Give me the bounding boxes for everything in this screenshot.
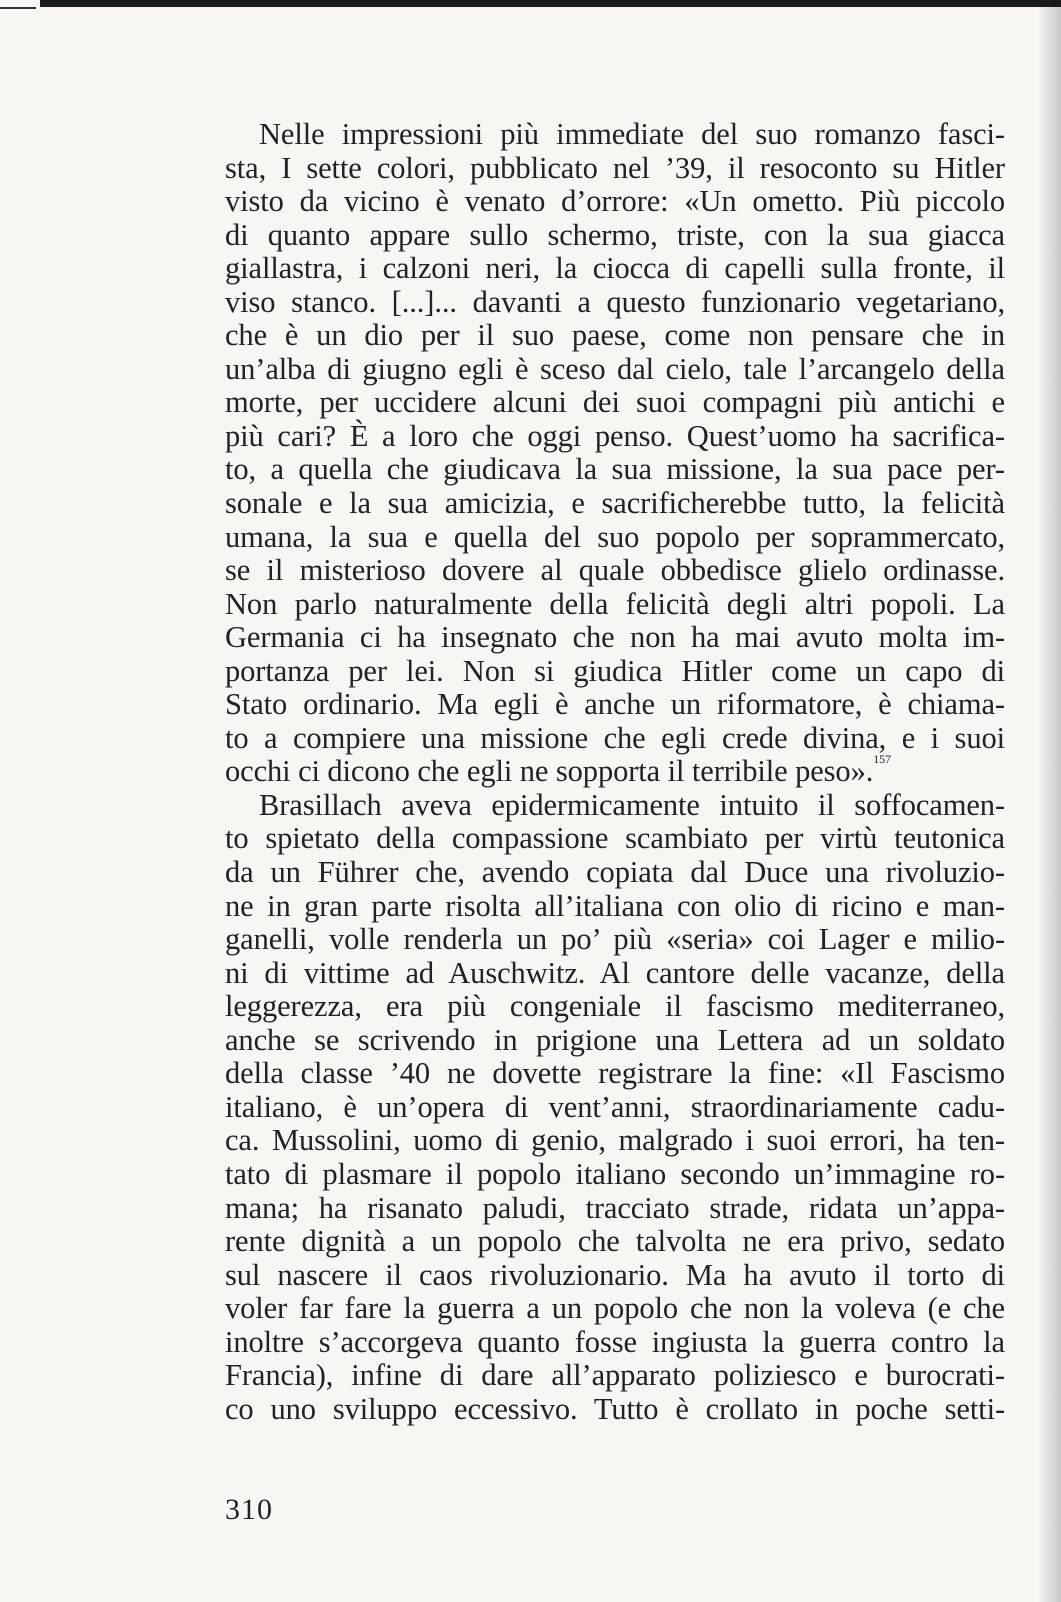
text-line: di quanto appare sullo schermo, triste, con la sua giacca [225, 217, 1005, 252]
text-line: tato di plasmare il popolo italiano secondo un’immagine ro- [225, 1156, 1005, 1191]
text-line: della classe ’40 ne dovette registrare la fine: «Il Fascismo [225, 1056, 1005, 1091]
text-line: se il misterioso dovere al quale obbedisce glielo ordinasse. [225, 553, 1005, 588]
text-line: sonale e la sua amicizia, e sacrificherebbe tutto, la felicità [225, 486, 1005, 521]
text-line: italiano, è un’opera di vent’anni, straordinariamente cadu- [225, 1089, 1005, 1124]
text-line: sta, I sette colori, pubblicato nel ’39, il resoconto su Hitler [225, 150, 1005, 185]
text-line: più cari? È a loro che oggi penso. Quest’uomo ha sacrifica- [225, 418, 1005, 453]
text-line: anche se scrivendo in prigione una Lettera ad un soldato [225, 1022, 1005, 1057]
text-line: occhi ci dicono che egli ne sopporta il terribile peso». [225, 754, 874, 789]
text-line: to, a quella che giudicava la sua missione, la sua pace per- [225, 452, 1005, 487]
text-line: un’alba di giugno egli è sceso dal cielo, tale l’arcangelo della [225, 351, 1005, 386]
text-line: morte, per uccidere alcuni dei suoi compagni più antichi e [225, 385, 1005, 420]
text-line: ne in gran parte risolta all’italiana con olio di ricino e man- [225, 888, 1005, 923]
paragraph-2 [225, 789, 1005, 1426]
text-line: viso stanco. [...]... davanti a questo funzionario vegetariano, [225, 284, 1005, 319]
top-scan-border [40, 0, 1061, 7]
text-line: Francia), infine di dare all’apparato poliziesco e burocrati- [225, 1358, 1005, 1393]
text-line: giallastra, i calzoni neri, la ciocca di capelli sulla fronte, il [225, 251, 1005, 286]
text-line: che è un dio per il suo paese, come non pensare che in [225, 318, 1005, 353]
text-line: Germania ci ha insegnato che non ha mai avuto molta im- [225, 620, 1005, 655]
text-line: co uno sviluppo eccessivo. Tutto è crollato in poche setti- [225, 1391, 1005, 1426]
footnote-reference: 157 [873, 752, 891, 767]
text-line: voler far fare la guerra a un popolo che non la voleva (e che [225, 1291, 1005, 1326]
paragraph-1 [225, 118, 1005, 789]
text-line: ni di vittime ad Auschwitz. Al cantore delle vacanze, della [225, 955, 1005, 990]
text-line: portanza per lei. Non si giudica Hitler come un capo di [225, 653, 1005, 688]
text-line: Brasillach aveva epidermicamente intuito il soffocamen- [259, 787, 1005, 822]
body-text [225, 118, 1005, 1426]
page-edge-shadow [1039, 7, 1061, 1602]
text-line: Stato ordinario. Ma egli è anche un riformatore, è chiama- [225, 687, 1005, 722]
text-line: inoltre s’accorgeva quanto fosse ingiusta la guerra contro la [225, 1324, 1005, 1359]
text-line: da un Führer che, avendo copiata dal Duce una rivoluzio- [225, 855, 1005, 890]
text-line: Non parlo naturalmente della felicità degli altri popoli. La [225, 586, 1005, 621]
text-line-with-footnote [225, 752, 1005, 789]
text-line: to spietato della compassione scambiato per virtù teutonica [225, 821, 1005, 856]
text-line: rente dignità a un popolo che talvolta ne era privo, sedato [225, 1224, 1005, 1259]
top-left-scan-mark [0, 7, 36, 9]
text-line: umana, la sua e quella del suo popolo per soprammercato, [225, 519, 1005, 554]
text-line: Nelle impressioni più immediate del suo romanzo fasci- [259, 117, 1005, 151]
text-line: to a compiere una missione che egli crede divina, e i suoi [225, 720, 1005, 755]
text-line: leggerezza, era più congeniale il fascismo mediterraneo, [225, 989, 1005, 1024]
text-line: mana; ha risanato paludi, tracciato strade, ridata un’appa- [225, 1190, 1005, 1225]
text-line: visto da vicino è venato d’orrore: «Un ometto. Più piccolo [225, 184, 1005, 219]
text-line: sul nascere il caos rivoluzionario. Ma ha avuto il torto di [225, 1257, 1005, 1292]
page-number: 310 [225, 1493, 273, 1526]
text-line: ganelli, volle renderla un po’ più «seria» coi Lager e milio- [225, 922, 1005, 957]
text-line: ca. Mussolini, uomo di genio, malgrado i suoi errori, ha ten- [225, 1123, 1005, 1158]
